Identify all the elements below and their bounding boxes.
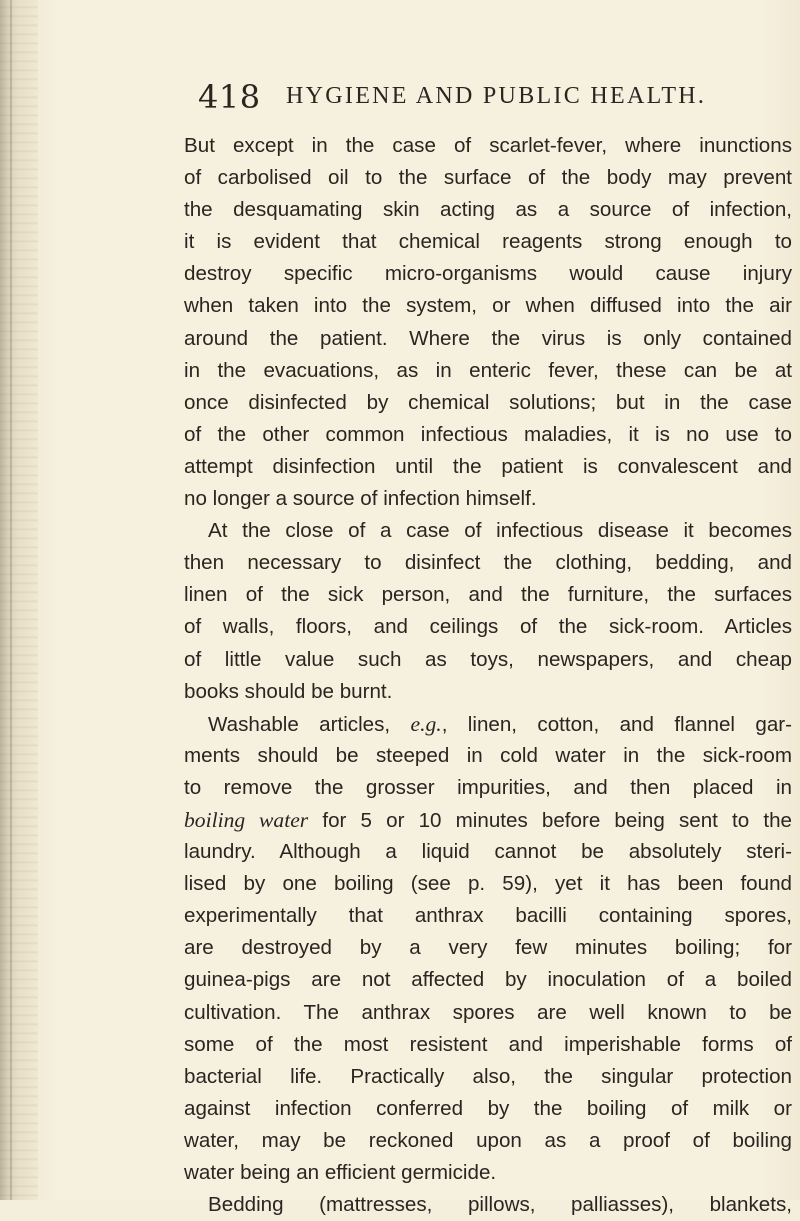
text-line: once disinfected by chemical solutions; but in the case (184, 390, 792, 414)
paragraph-start-line: Bedding (mattresses, pillows, palliasses), blankets, (208, 1193, 792, 1217)
text-line: bacterial life. Practically also, the singular protection (184, 1064, 792, 1088)
binding-edge (10, 0, 12, 1200)
italic-text: e.g. (410, 711, 442, 736)
text-line: of carbolised oil to the surface of the body may prevent (184, 166, 792, 190)
text-span: for 5 or 10 minutes before being sent to the (308, 808, 792, 832)
paragraph-start-line: At the close of a case of infectious disease it becomes (208, 519, 792, 543)
text-line: of the other common infectious maladies, it is no use to (184, 422, 792, 446)
page-number: 418 (198, 78, 261, 116)
text-line: the desquamating skin acting as a source of infection, (184, 198, 792, 222)
text-line: of walls, floors, and ceilings of the sick-room. Articles (184, 615, 792, 639)
text-line: guinea-pigs are not affected by inoculation of a boiled (184, 968, 792, 992)
text-line: experimentally that anthrax bacilli containing spores, (184, 904, 792, 928)
italic-text: boiling water (184, 807, 309, 832)
text-line (184, 804, 792, 836)
text-line: when taken into the system, or when diffused into the air (184, 294, 792, 318)
paragraph-end-line: no longer a source of infection himself. (184, 487, 537, 511)
text-line: around the patient. Where the virus is only contained (184, 326, 792, 350)
text-line: lised by one boiling (see p. 59), yet it has been found (184, 872, 792, 896)
text-line: are destroyed by a very few minutes boiling; for (184, 936, 792, 960)
text-line: in the evacuations, as in enteric fever, these can be at (184, 358, 792, 382)
paragraph-start-line (184, 708, 792, 740)
text-line: ments should be steeped in cold water in the sick-room (184, 743, 792, 767)
text-line: it is evident that chemical reagents strong enough to (184, 230, 792, 254)
text-line: then necessary to disinfect the clothing, bedding, and (184, 551, 792, 575)
body-text (184, 130, 792, 1221)
text-line: water, may be reckoned upon as a proof of boiling (184, 1128, 792, 1152)
text-line: laundry. Although a liquid cannot be absolutely steri- (184, 840, 792, 864)
text-line: to remove the grosser impurities, and then placed in (184, 775, 792, 799)
text-line: of little value such as toys, newspapers, and cheap (184, 647, 792, 671)
running-title: HYGIENE AND PUBLIC HEALTH. (286, 83, 707, 109)
paragraph-end-line: water being an efficient germicide. (184, 1161, 497, 1184)
book-binding (0, 0, 38, 1200)
paragraph-end-line: books should be burnt. (184, 679, 393, 703)
text-span: Washable articles, (208, 712, 411, 736)
text-line: attempt disinfection until the patient is convalescent and (184, 454, 792, 478)
text-line: destroy specific micro-organisms would cause injury (184, 262, 792, 286)
text-line: cultivation. The anthrax spores are well known to be (184, 1000, 792, 1024)
text-line: linen of the sick person, and the furniture, the surfaces (184, 583, 792, 607)
text-span: , linen, cotton, and flannel gar- (441, 712, 792, 736)
text-line: some of the most resistent and imperishable forms of (184, 1032, 792, 1056)
page-header (198, 78, 718, 122)
text-line: against infection conferred by the boiling of milk or (184, 1096, 792, 1120)
text-line: But except in the case of scarlet-fever, where inunctions (184, 134, 792, 157)
